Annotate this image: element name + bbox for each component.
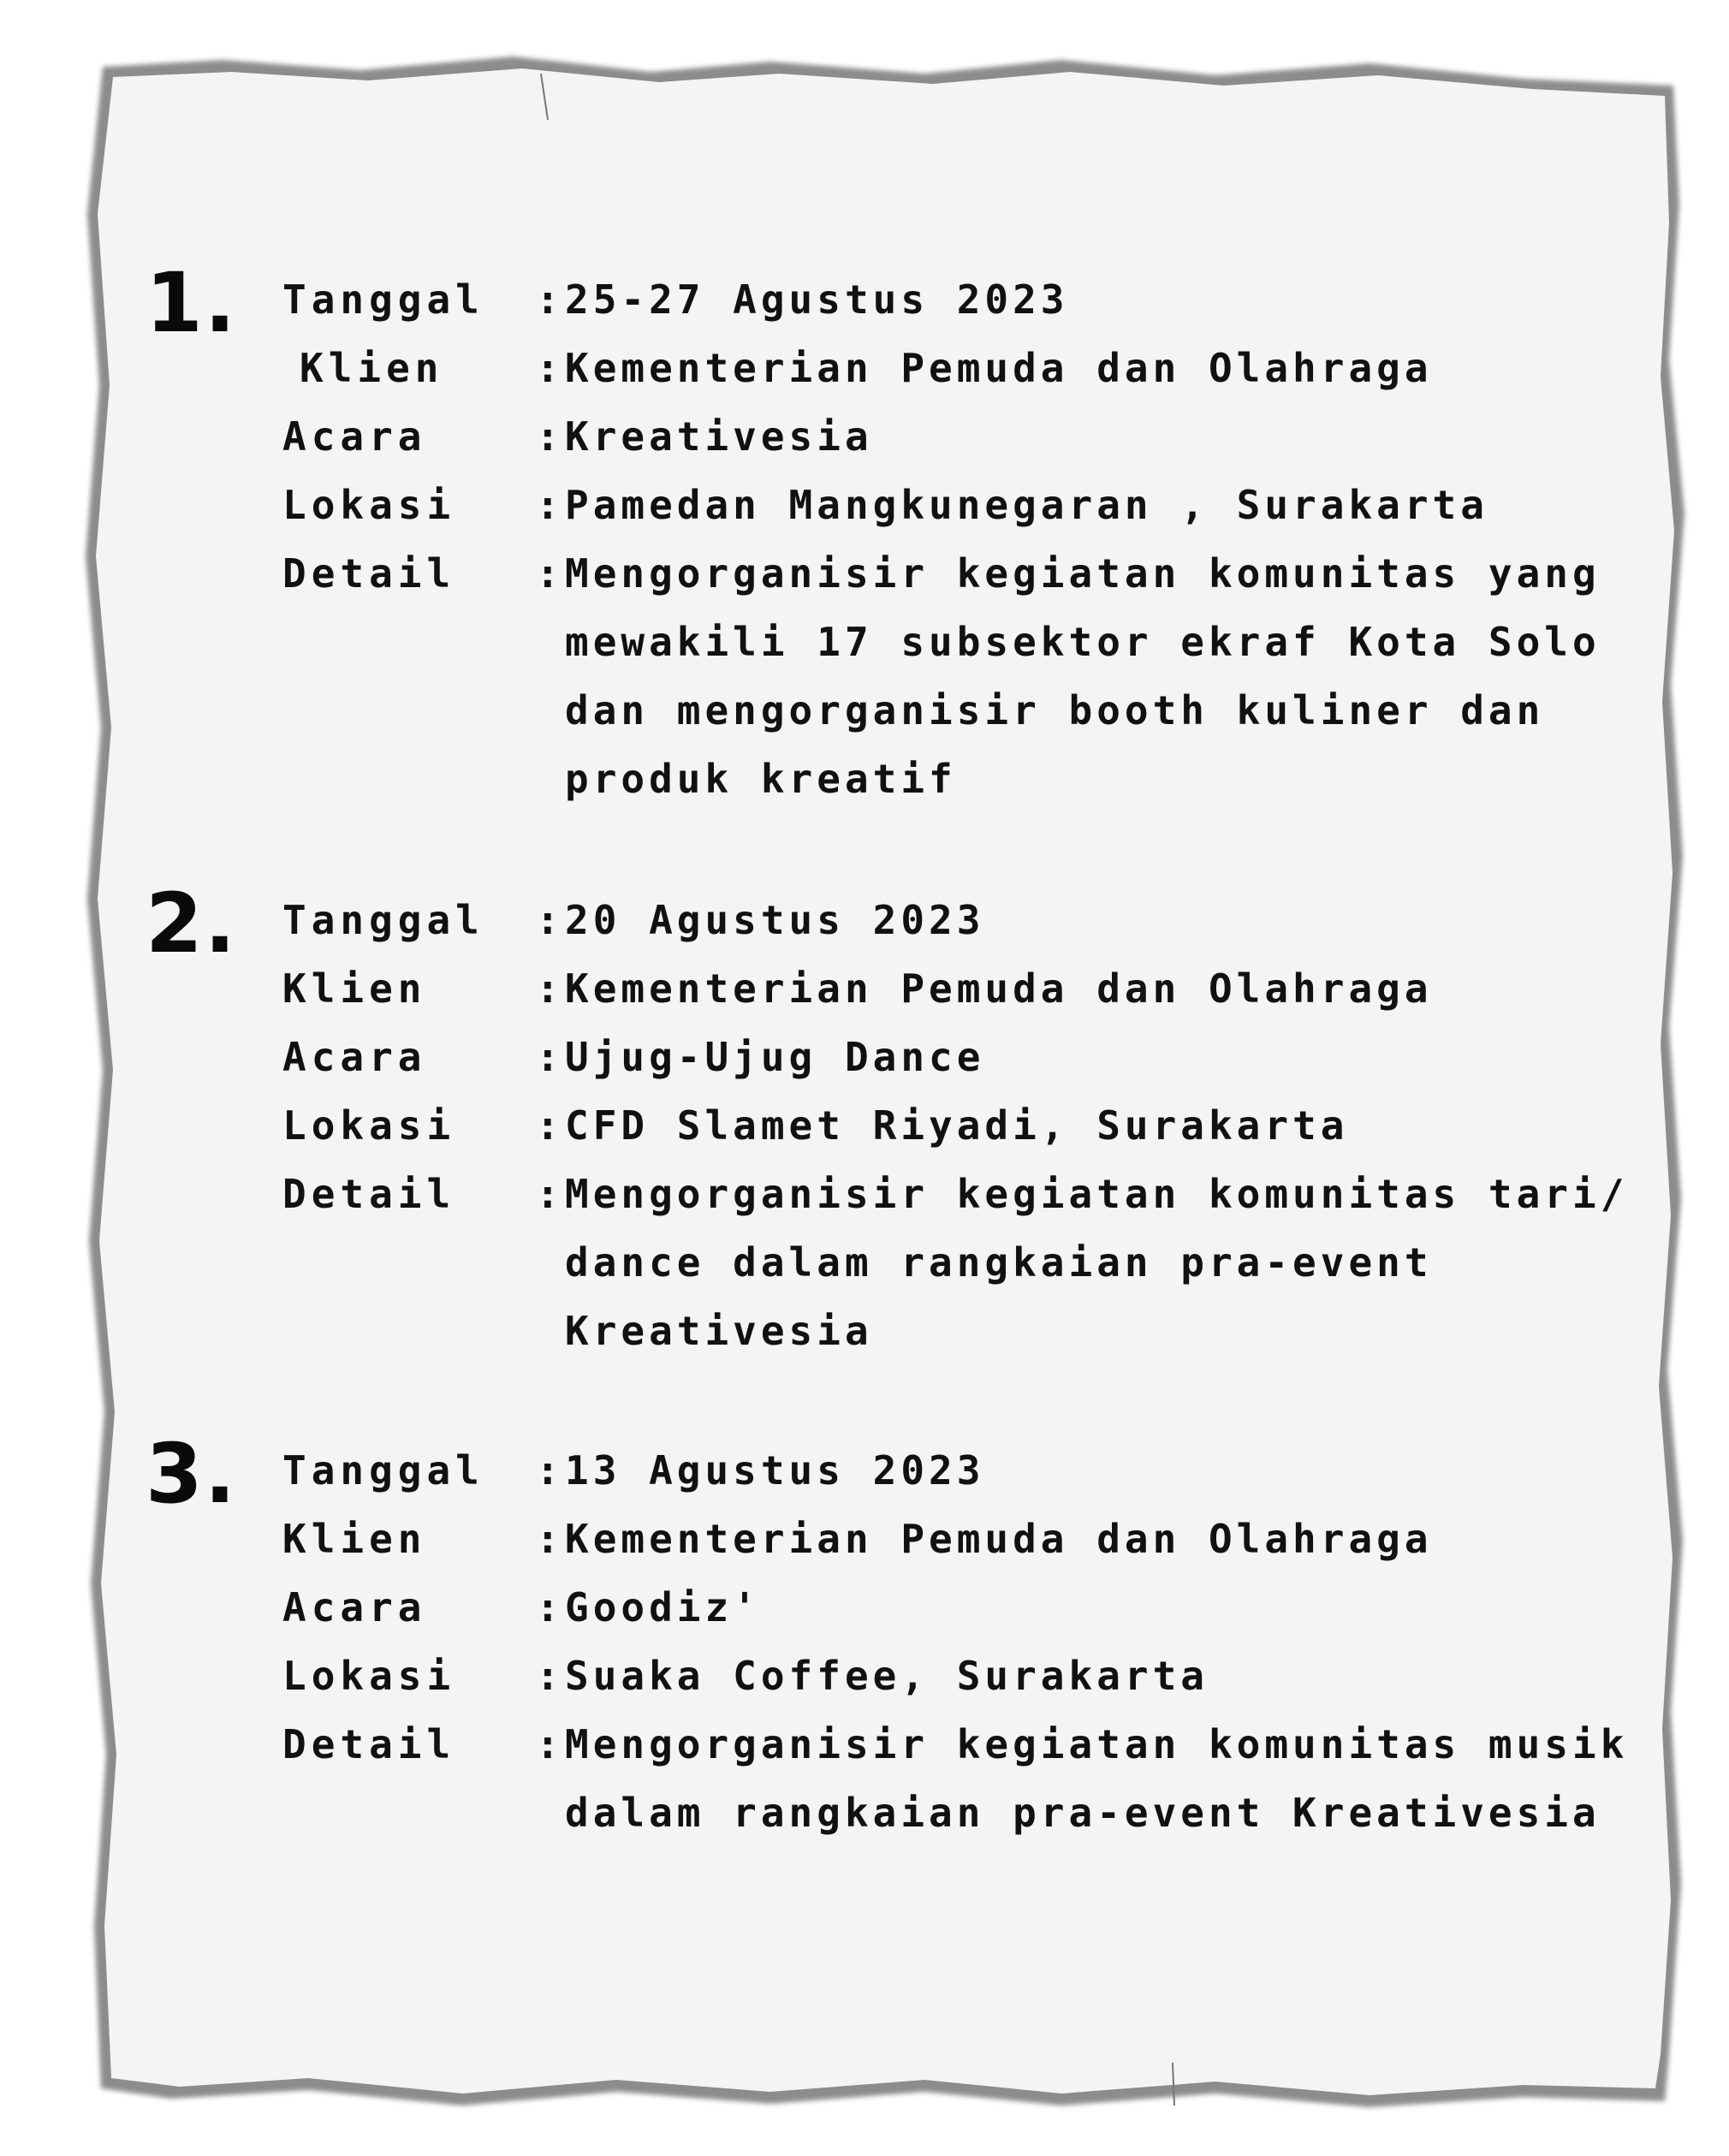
value-acara xyxy=(565,402,1472,471)
colon: : xyxy=(536,1171,560,1217)
value-line: Mengorganisir kegiatan komunitas musik xyxy=(565,1721,1629,1767)
row-tanggal xyxy=(282,894,1601,963)
value-tanggal xyxy=(565,265,1472,334)
row-klien xyxy=(282,1513,1601,1582)
value-line: Kementerian Pemuda dan Olahraga xyxy=(565,1516,1433,1562)
value-detail xyxy=(565,539,1601,813)
value-line: mewakili 17 subsektor ekraf Kota Solo xyxy=(565,619,1601,665)
label-lokasi: Lokasi xyxy=(282,1102,456,1149)
label-detail: Detail xyxy=(282,1171,456,1217)
value-line: produk kreatif xyxy=(565,756,957,802)
value-line: 25-27 Agustus 2023 xyxy=(565,276,1069,323)
row-detail xyxy=(282,548,1601,822)
value-line: Mengorganisir kegiatan komunitas yang xyxy=(565,550,1601,597)
label-tanggal: Tanggal xyxy=(282,897,484,943)
value-line: Mengorganisir kegiatan komunitas tari/ xyxy=(565,1171,1629,1217)
label-klien: Klien xyxy=(300,345,444,391)
colon: : xyxy=(536,1584,560,1630)
colon: : xyxy=(536,897,560,943)
value-line: Kreativesia xyxy=(565,413,873,460)
row-lokasi xyxy=(282,1650,1601,1719)
label-detail: Detail xyxy=(282,1721,456,1767)
colon: : xyxy=(536,1721,560,1767)
colon: : xyxy=(536,1102,560,1149)
row-acara xyxy=(282,1031,1601,1100)
colon: : xyxy=(536,482,560,528)
value-klien xyxy=(565,1505,1472,1573)
row-klien xyxy=(282,342,1601,411)
value-lokasi xyxy=(565,1642,1472,1710)
value-detail xyxy=(565,1710,1629,1847)
value-line: Kementerian Pemuda dan Olahraga xyxy=(565,345,1433,391)
label-tanggal: Tanggal xyxy=(282,276,484,323)
value-line: Suaka Coffee, Surakarta xyxy=(565,1653,1209,1699)
row-lokasi xyxy=(282,1100,1601,1168)
row-detail xyxy=(282,1719,1629,1856)
value-lokasi xyxy=(565,471,1488,539)
colon: : xyxy=(536,1034,560,1080)
value-line: dan mengorganisir booth kuliner dan xyxy=(565,687,1545,734)
row-acara xyxy=(282,411,1601,479)
value-detail xyxy=(565,1160,1629,1365)
label-tanggal: Tanggal xyxy=(282,1447,484,1494)
row-klien xyxy=(282,963,1601,1031)
colon: : xyxy=(536,550,560,597)
label-lokasi: Lokasi xyxy=(282,1653,456,1699)
value-line: Pamedan Mangkunegaran , Surakarta xyxy=(565,482,1488,528)
value-line: Kementerian Pemuda dan Olahraga xyxy=(565,965,1433,1012)
colon: : xyxy=(536,276,560,323)
value-acara xyxy=(565,1573,1472,1642)
entry-number: 3. xyxy=(146,1426,238,1522)
label-lokasi: Lokasi xyxy=(282,482,456,528)
value-klien xyxy=(565,334,1472,402)
value-klien xyxy=(565,954,1472,1023)
value-tanggal xyxy=(565,886,1472,954)
value-line: dalam rangkaian pra-event Kreativesia xyxy=(565,1790,1601,1836)
colon: : xyxy=(536,345,560,391)
row-detail xyxy=(282,1168,1629,1374)
colon: : xyxy=(536,1516,560,1562)
label-detail: Detail xyxy=(282,550,456,597)
colon: : xyxy=(536,413,560,460)
value-lokasi xyxy=(565,1091,1472,1160)
value-line: Kreativesia xyxy=(565,1308,873,1354)
value-line: 20 Agustus 2023 xyxy=(565,897,985,943)
row-acara xyxy=(282,1582,1601,1650)
colon: : xyxy=(536,1653,560,1699)
label-acara: Acara xyxy=(282,413,427,460)
row-lokasi xyxy=(282,479,1601,548)
value-acara xyxy=(565,1023,1472,1091)
label-acara: Acara xyxy=(282,1584,427,1630)
value-line: Goodiz' xyxy=(565,1584,761,1630)
colon: : xyxy=(536,1447,560,1494)
row-tanggal xyxy=(282,274,1601,342)
value-line: 13 Agustus 2023 xyxy=(565,1447,985,1494)
label-klien: Klien xyxy=(282,965,427,1012)
value-line: CFD Slamet Riyadi, Surakarta xyxy=(565,1102,1349,1149)
colon: : xyxy=(536,965,560,1012)
entry-number: 2. xyxy=(146,876,238,971)
entry-number: 1. xyxy=(146,255,238,351)
label-klien: Klien xyxy=(282,1516,427,1562)
label-acara: Acara xyxy=(282,1034,427,1080)
value-tanggal xyxy=(565,1436,1472,1505)
row-tanggal xyxy=(282,1445,1601,1513)
value-line: dance dalam rangkaian pra-event xyxy=(565,1239,1433,1286)
value-line: Ujug-Ujug Dance xyxy=(565,1034,985,1080)
